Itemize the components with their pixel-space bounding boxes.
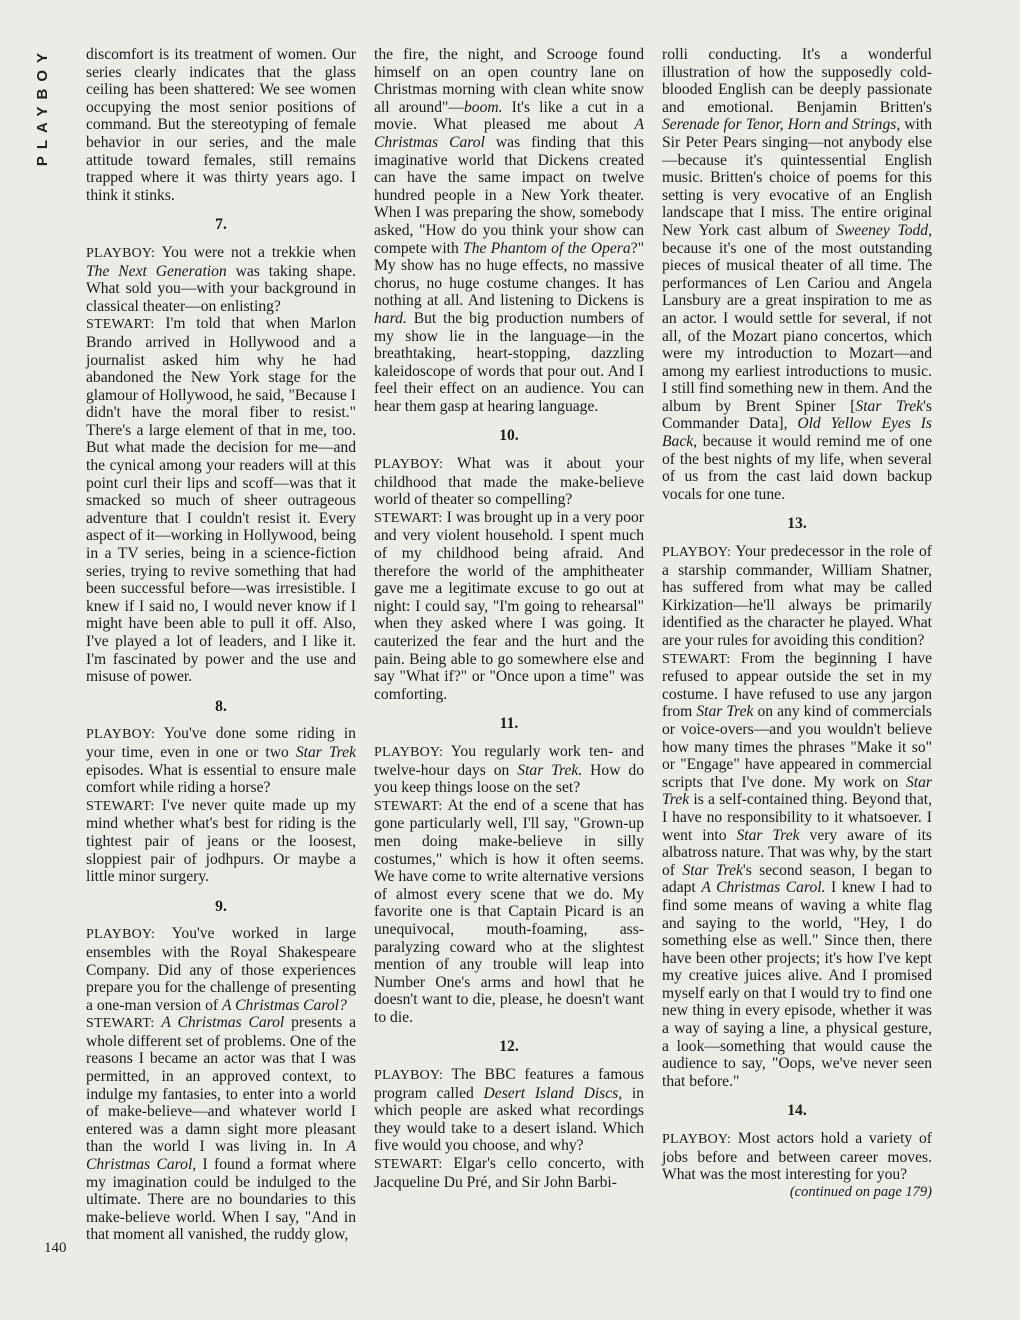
speaker-label: PLAYBOY: bbox=[86, 727, 156, 743]
speaker-label: PLAYBOY: bbox=[374, 744, 444, 760]
title-italic: The Phantom of the Opera bbox=[463, 239, 631, 257]
title-italic: Star Trek. bbox=[517, 761, 583, 779]
text-run: because it's one of the most outstanding pieces of musical theater of all time. The performances of Len Cariou and Angela Lansbury are a great inspiration to me as an actor. I would settle for several, if not all, of the Mozart piano concertos, which were my introduction to Mozart—and among my earliest introductions to music. I still find something new in them. And the album by Brent Spiner [ bbox=[662, 239, 932, 415]
answer-text: I knew I had to find some means of waving a white flag and saying to the world, "Hey, I do something else as well." Since then, there have been other projects; it's how I've kept my creative juices alive. And I promised myself early on that I would try to find one new thing in every episode, whether it was a way of saying a line, a physical gesture, a look—something that would cause the audience to say, "Oops, we've never seen that before." bbox=[662, 879, 933, 1090]
question-text: Most actors hold a variety of jobs before and between career moves. What was the most interesting for you? bbox=[662, 1130, 933, 1184]
answer bbox=[374, 797, 644, 1027]
text-run: because it would remind me of one of the best nights of my life, when several of us from the cast laid down backup vocals for one tune. bbox=[662, 433, 932, 503]
text-run: rolli conducting. It's a wonderful illustration of how the supposedly cold-blooded English can be deeply passionate and emotional. Benjamin Britten's bbox=[662, 46, 932, 116]
question bbox=[86, 725, 356, 796]
speaker-label: PLAYBOY: bbox=[374, 1068, 444, 1084]
question-text: You've done some riding in your time, even in one or two bbox=[86, 725, 356, 761]
answer-text: I'm told that when Marlon Brando arrived in Hollywood and a journalist asked him why he had abandoned the New York stage for the glamour of Hollywood, he said, "Because I didn't have the moral fiber to resist." There's a large element of that in me, too. But what made the decision for me—and the cynical among your readers will at this point curl their lips and scoff—was that it smacked so much of sheer outrageous adventure that I couldn't resist it. Every aspect of it—working in Hollywood, being in a TV series, being in a science-fiction series, trying to revive something that had been successful before—was irresistible. I knew if I said no, I would never know if I might have been able to pull it off. Also, I've played a lot of leaders, and I like it. I'm fascinated by power and the use and misuse of power. bbox=[86, 315, 356, 686]
title-italic: A Christmas Carol. bbox=[701, 879, 826, 897]
question-number: 11. bbox=[499, 715, 519, 733]
title-italic: The Next Generation bbox=[86, 262, 227, 280]
answer bbox=[86, 315, 356, 685]
title-italic: A Christmas Carol, bbox=[86, 1138, 356, 1174]
text-run: 's Commander Data], bbox=[662, 397, 932, 433]
question-text: The BBC features a famous program called bbox=[374, 1066, 645, 1102]
question bbox=[374, 455, 644, 509]
question-text: What was it about your childhood that made the make-believe world of theater so compelling? bbox=[374, 455, 644, 509]
answer bbox=[662, 650, 932, 1091]
answer bbox=[86, 1014, 356, 1244]
answer-text: I found a format where my imagination could be indulged to the ultimate. There are no boundaries to this make-believe world. When I say, "And in that moment all vanished, the ruddy glow, bbox=[86, 1156, 357, 1244]
speaker-label: STEWART: bbox=[662, 651, 731, 667]
speaker-label: PLAYBOY: bbox=[86, 927, 156, 943]
title-italic: A Christmas Carol bbox=[374, 116, 644, 151]
speaker-label: STEWART: bbox=[374, 1157, 443, 1173]
question bbox=[86, 925, 356, 1014]
text-column-2 bbox=[374, 46, 644, 1191]
italic-word: hard. bbox=[374, 309, 407, 327]
answer bbox=[374, 509, 644, 704]
question bbox=[86, 244, 356, 315]
question-text: in which people are asked what recordings they would take to a desert island. Which five would you choose, and why? bbox=[374, 1084, 645, 1155]
answer-text: I was brought up in a very poor and very violent household. I spent much of my childhood being afraid. And therefore the world of the amphitheater gave me a legitimate excuse to go out at night: I could say, "I'm going to rehearsal" when they asked where I was going. It cauterized the fear and the hurt and the pain. Being able to go somewhere else and say "What if?" or "Once upon a time" was comforting. bbox=[374, 508, 644, 703]
question-number: 8. bbox=[215, 697, 227, 715]
title-italic: Serenade for Tenor, Horn and Strings, bbox=[662, 116, 901, 134]
answer-text: 's second season, I began to adapt bbox=[662, 861, 932, 897]
text-run: was finding that this imaginative world that Dickens created can have the same impact on twelve hundred people in a New York theater. When I was preparing the show, somebody asked, "How do you think your show can compete with bbox=[374, 133, 645, 257]
speaker-label: STEWART: bbox=[86, 317, 155, 333]
speaker-label: STEWART: bbox=[86, 1016, 155, 1032]
title-italic: A Christmas Carol? bbox=[221, 996, 347, 1014]
title-italic: Star Trek bbox=[662, 773, 932, 809]
title-italic: Star Trek bbox=[855, 397, 924, 415]
question-number: 7. bbox=[215, 216, 227, 234]
answer-text: Elgar's cello concerto, with Jacqueline Du Pré, and Sir John Barbi- bbox=[374, 1155, 644, 1191]
paragraph: discomfort is its treatment of women. Our series clearly indicates that the glass ceiling has been shattered: We see women occupying the most senior positions of command. But the stereotyping of female behavior in our series, and the male attitude toward females, still remains trapped where it was thirty years ago. I think it stinks. bbox=[86, 46, 356, 204]
question-text: You regularly work ten- and twelve-hour days on bbox=[374, 742, 644, 779]
text-column-1 bbox=[86, 46, 356, 1244]
title-italic: Sweeney Todd, bbox=[836, 221, 932, 239]
question-text: was taking shape. What sold you—with your background in classical theater—on enlisting? bbox=[86, 262, 356, 315]
title-italic: Star Trek bbox=[736, 826, 800, 844]
title-italic: Star Trek bbox=[696, 703, 754, 721]
italic-word: boom. bbox=[463, 98, 503, 116]
answer-text: From the beginning I have refused to appear outside the set in my costume. I have refused to use any jargon from bbox=[662, 649, 932, 721]
question bbox=[662, 543, 932, 650]
text-column-3 bbox=[662, 46, 932, 1201]
paragraph bbox=[374, 46, 644, 415]
answer bbox=[374, 1155, 644, 1191]
question bbox=[374, 743, 644, 797]
text-run: with Sir Peter Pears singing—not anybody else—because it's quintessential English music. Britten's choice of poems for this setting is very evocative of an English landscape that I miss. The entire original New York cast album of bbox=[662, 116, 933, 239]
question-number: 12. bbox=[499, 1038, 519, 1056]
title-italic: A Christmas Carol bbox=[161, 1014, 285, 1032]
text-run: It's like a cut in a movie. What pleased me about bbox=[374, 98, 644, 134]
question bbox=[662, 1130, 932, 1184]
page-number: 140 bbox=[44, 1240, 67, 1256]
question-number: 14. bbox=[787, 1102, 807, 1120]
speaker-label: PLAYBOY: bbox=[662, 1132, 732, 1148]
question-text: Your predecessor in the role of a starship commander, William Shatner, has suffered from what may be called Kirkization—he'll always be primarily identified as the character he played. What are your rules for avoiding this condition? bbox=[662, 543, 932, 649]
answer-text: is a self-contained thing. Beyond that, I have no responsibility to it whatsoever. I went into bbox=[662, 791, 932, 844]
question-number: 9. bbox=[215, 897, 227, 915]
speaker-label: STEWART: bbox=[374, 798, 443, 814]
speaker-label: PLAYBOY: bbox=[374, 457, 444, 473]
answer bbox=[86, 797, 356, 886]
speaker-label: PLAYBOY: bbox=[86, 245, 156, 261]
title-italic: Star Trek bbox=[682, 861, 743, 879]
text-run: ?" My show has no huge effects, no massive chorus, no huge costume changes. It has nothing at all. And listening to Dickens is bbox=[374, 239, 644, 310]
answer-text: on any kind of commercials or voice-overs—and you wouldn't believe how many times the phrases "Make it so" or "Engage" have appeared in commercial scripts that I've done. My work on bbox=[662, 703, 933, 791]
continued-note: (continued on page 179) bbox=[789, 1183, 932, 1200]
magazine-masthead: PLAYBOY bbox=[34, 46, 51, 167]
speaker-label: STEWART: bbox=[374, 510, 443, 526]
speaker-label: STEWART: bbox=[86, 798, 155, 814]
question-number: 10. bbox=[499, 427, 519, 445]
paragraph bbox=[662, 46, 932, 503]
text-run: But the big production numbers of my show lie in the language—in the breathtaking, heart-stopping, dazzling kaleidoscope of words that pour out. And I feel their effect on an audience. You can hear them gasp at hearing language. bbox=[374, 309, 644, 415]
answer-text: presents a whole different set of problems. One of the reasons I became an actor was that I was permitted, in an approved context, to indulge my fantasies, to enter into a world of make-believe—and whatever world I entered was a damn sight more pleasant than the world I was living in. In bbox=[86, 1014, 356, 1156]
question-text: How do you keep things loose on the set? bbox=[374, 761, 645, 797]
text-run: the fire, the night, and Scrooge found himself on an open country lane on Christmas morning with clean white snow all around"— bbox=[374, 46, 644, 116]
title-italic: Star Trek bbox=[295, 743, 356, 761]
question-number: 13. bbox=[787, 515, 807, 533]
question-text: You were not a trekkie when bbox=[161, 243, 356, 261]
title-italic: Desert Island Discs, bbox=[483, 1084, 623, 1102]
answer-text: very aware of its albatross nature. That was why, by the start of bbox=[662, 826, 932, 879]
answer-text: At the end of a scene that has gone particularly well, I'll say, "Grown-up men doing make-believe in silly costumes," which is how it often seems. We have come to write alternative versions of almost every scene that we do. My favorite one is that Captain Picard is an unequivocal, mouth-foaming, ass-paralyzing coward who at the slightest mention of any trouble will leap into Number One's arms and howl that he doesn't want to die, please, he doesn't want to die. bbox=[374, 796, 644, 1026]
question-text: episodes. What is essential to ensure male comfort while riding a horse? bbox=[86, 761, 356, 797]
question-text: You've worked in large ensembles with the Royal Shakespeare Company. Did any of those experiences prepare you for the challenge of presenting a one-man version of bbox=[86, 925, 356, 1014]
title-italic: Old Yellow Eyes Is Back, bbox=[662, 415, 932, 451]
question bbox=[374, 1066, 644, 1155]
speaker-label: PLAYBOY: bbox=[662, 545, 732, 561]
answer-text: I've never quite made up my mind whether what's best for riding is the tightest pair of jeans or the loosest, sloppiest pair of jodhpurs. Or maybe a little minor surgery. bbox=[86, 796, 356, 886]
